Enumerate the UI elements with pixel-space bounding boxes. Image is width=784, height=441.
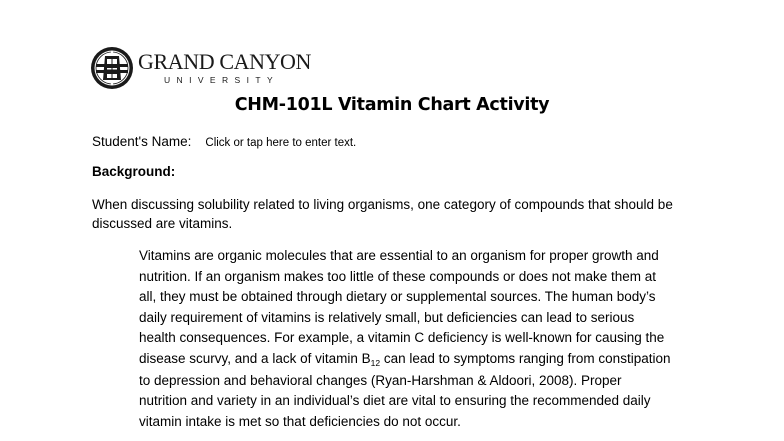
intro-paragraph: When discussing solubility related to living organisms, one category of compounds that should be discussed are vitamins. xyxy=(92,197,673,231)
university-wordmark xyxy=(138,51,311,85)
vitamin-quote-block xyxy=(139,246,699,432)
vitamin-subscript: 12 xyxy=(370,357,381,368)
student-name-input[interactable]: Click or tap here to enter text. xyxy=(205,137,357,149)
background-heading: Background: xyxy=(92,164,176,179)
quote-line-text: can lead to symptoms ranging from constipation xyxy=(380,350,671,366)
quote-line-text: disease scurvy, and a lack of vitamin B xyxy=(139,350,371,366)
student-name-row xyxy=(92,134,356,149)
student-name-label: Student's Name: xyxy=(92,134,192,149)
university-seal-icon xyxy=(90,46,134,90)
university-name: GRAND CANYON xyxy=(138,49,312,74)
university-logo xyxy=(90,45,311,91)
quote-line: Vitamins are organic molecules that are essential to an organism for proper growth and xyxy=(139,248,659,263)
quote-line: nutrition and variety in an individual’s diet are vital to ensuring the recommended daily xyxy=(139,393,651,409)
quote-line: all, they must be obtained through dietary or supplemental sources. The human body’s xyxy=(139,289,656,305)
quote-line: daily requirement of vitamins is relatively small, but deficiencies can lead to serious xyxy=(139,309,635,325)
quote-line: health consequences. For example, a vitamin C deficiency is well-known for causing the xyxy=(139,330,665,346)
document-title: CHM-101L Vitamin Chart Activity xyxy=(234,95,550,115)
quote-line: to depression and behavioral changes (Ryan-Harshman & Aldoori, 2008). Proper xyxy=(139,372,622,388)
quote-line: nutrition. If an organism makes too little of these compounds or does not make them at xyxy=(139,268,657,284)
quote-line xyxy=(139,349,699,371)
university-subtitle: UNIVERSITY xyxy=(164,75,280,85)
quote-line: vitamin intake is met so that deficiencies do not occur. xyxy=(139,413,461,429)
